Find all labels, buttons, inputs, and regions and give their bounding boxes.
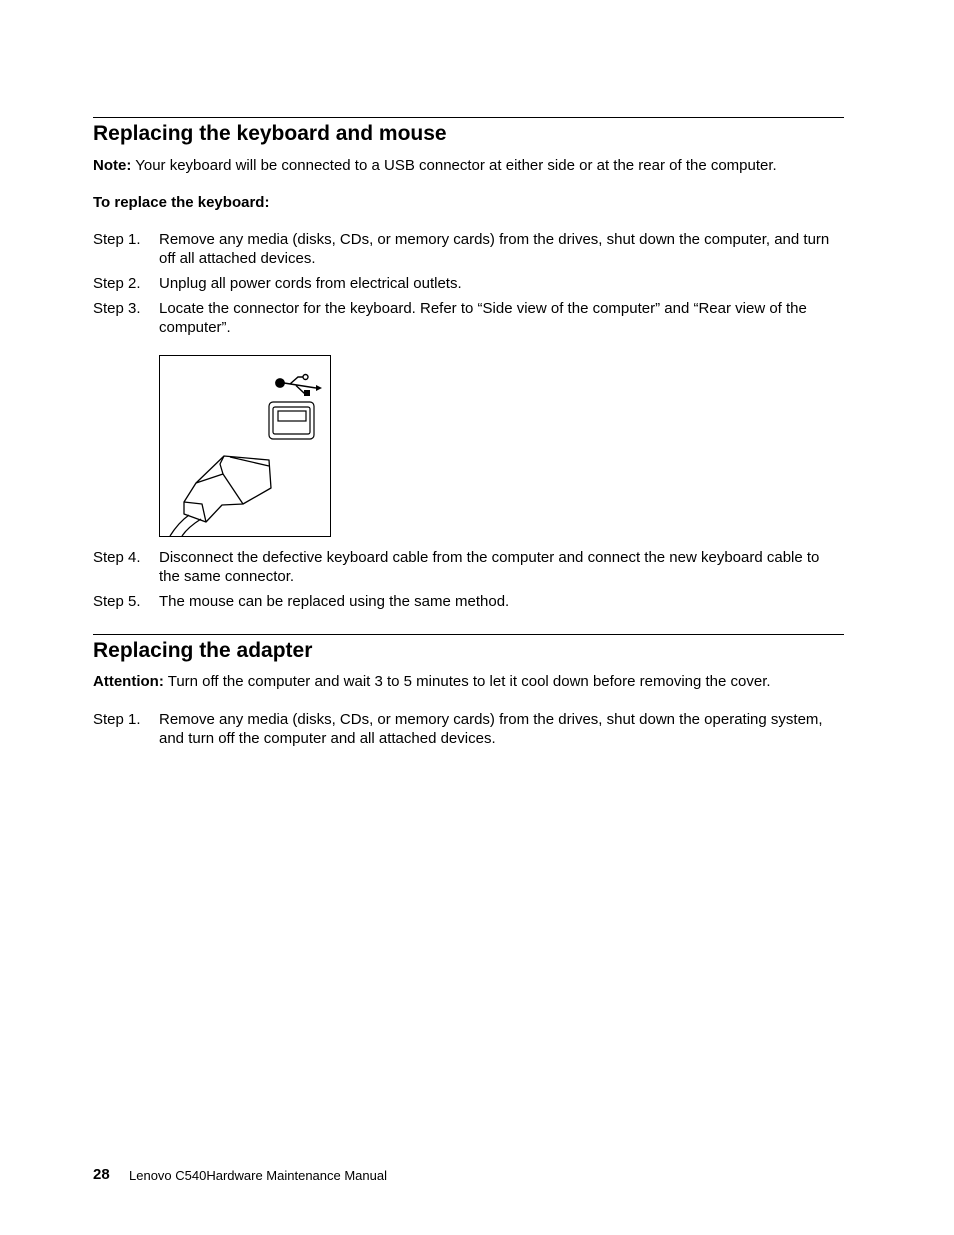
section-divider — [93, 634, 844, 635]
attention-paragraph — [93, 672, 853, 691]
step-text: Remove any media (disks, CDs, or memory cards) from the drives, shut down the operating system, and turn off the computer and all attached devices. — [159, 711, 823, 747]
step-text: Unplug all power cords from electrical outlets. — [159, 275, 462, 292]
step-number: Step 5. — [93, 593, 141, 610]
note-paragraph — [93, 156, 853, 175]
section-divider — [93, 117, 844, 118]
attention-text: Turn off the computer and wait 3 to 5 minutes to let it cool down before removing the cover. — [163, 673, 771, 690]
step-text: The mouse can be replaced using the same method. — [159, 593, 510, 610]
section-heading-keyboard-mouse: Replacing the keyboard and mouse — [93, 122, 447, 145]
step-number: Step 1. — [93, 711, 141, 728]
usb-plug — [170, 456, 271, 536]
step-text: Locate the connector for the keyboard. Refer to “Side view of the computer” and “Rear view of the computer”. — [159, 300, 807, 336]
procedure-subheading — [93, 193, 853, 212]
usb-connector-figure — [159, 355, 331, 537]
usb-connector-illustration — [160, 356, 330, 536]
usb-port — [269, 402, 314, 439]
page-number: 28 — [93, 1166, 110, 1183]
attention-label: Attention: — [93, 673, 164, 690]
usb-icon — [276, 375, 322, 397]
section-heading-adapter: Replacing the adapter — [93, 639, 313, 662]
note-text: Your keyboard will be connected to a USB connector at either side or at the rear of the computer. — [131, 157, 777, 174]
subheading-text: To replace the keyboard: — [93, 194, 270, 211]
step-number: Step 1. — [93, 231, 141, 248]
manual-title: Lenovo C540Hardware Maintenance Manual — [129, 1168, 387, 1183]
step-number: Step 2. — [93, 275, 141, 292]
page-footer — [93, 1166, 387, 1184]
step-number: Step 3. — [93, 300, 141, 317]
step-number: Step 4. — [93, 549, 141, 566]
step-text: Remove any media (disks, CDs, or memory cards) from the drives, shut down the computer, and turn off all attached devices. — [159, 231, 830, 267]
note-label: Note: — [93, 157, 132, 174]
step-text: Disconnect the defective keyboard cable from the computer and connect the new keyboard cable to the same connector. — [159, 549, 820, 585]
